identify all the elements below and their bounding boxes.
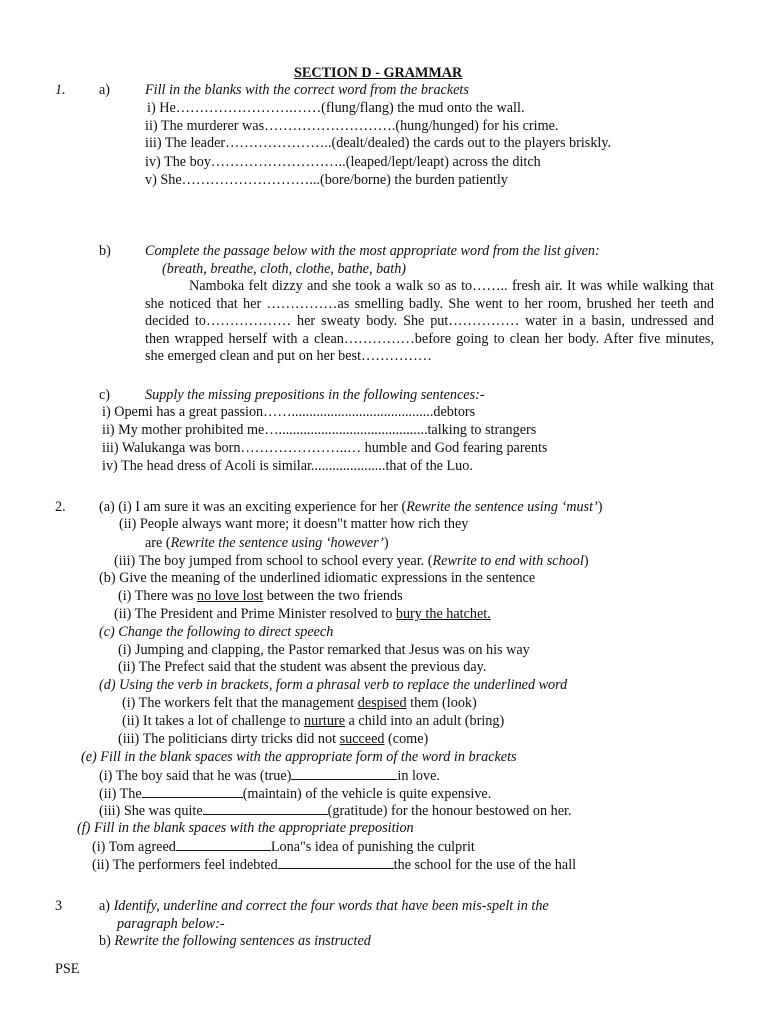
q2e-heading: (e) Fill in the blank spaces with the appropriate form of the word in brackets <box>81 749 517 765</box>
q2b-ii <box>114 606 491 623</box>
q2a-i <box>99 499 602 516</box>
q2c-ii: (ii) The Prefect said that the student was absent the previous day. <box>118 659 487 675</box>
q1a-item-5: v) She………………………...(bore/borne) the burden patiently <box>145 172 508 188</box>
q3a-instruction-cont: paragraph below:- <box>117 916 225 932</box>
q2d-ii-text: (ii) It takes a lot of challenge to <box>122 713 305 729</box>
q2d-iii-text: (iii) The politicians dirty tricks did not <box>118 731 340 747</box>
q1c-item-1: i) Opemi has a great passion……........................................debtors <box>102 404 476 420</box>
q2e-iii-blank <box>203 802 328 815</box>
footer-code: PSE <box>55 961 80 977</box>
q3b <box>99 933 371 950</box>
q2e-i-text: (i) The boy said that he was (true) <box>99 768 292 784</box>
q2e-ii <box>99 785 491 803</box>
q2e-iii-rest: (gratitude) for the honour bestowed on her. <box>327 803 572 819</box>
q2f-i-rest: Lona"s idea of punishing the culprit <box>270 839 475 855</box>
q2a-ii-instruction: Rewrite the sentence using ‘however’ <box>170 535 384 551</box>
q3a-instruction: Identify, underline and correct the four words that have been mis-spelt in the <box>113 898 549 914</box>
q2f-ii <box>92 856 576 874</box>
q1c-item-4: iv) The head dress of Acoli is similar.....................that of the Luo. <box>102 458 473 474</box>
q2d-ii-rest: a child into an adult (bring) <box>345 713 505 729</box>
q2a-i-instruction: Rewrite the sentence using ‘must’ <box>406 499 598 515</box>
q3b-label: b) <box>99 933 115 949</box>
q2b-ii-idiom: bury the hatchet. <box>395 606 491 622</box>
q2d-i-text: (i) The workers felt that the management <box>122 695 358 711</box>
q3a <box>99 898 549 915</box>
q2f-heading: (f) Fill in the blank spaces with the appropriate preposition <box>77 820 414 836</box>
q2d-i-rest: them (look) <box>406 695 477 711</box>
q2b-i <box>118 588 403 605</box>
q2b-i-idiom: no love lost <box>196 588 264 604</box>
q1a-item-3: iii) The leader…………………..(dealt/dealed) the cards out to the players briskly. <box>145 135 612 151</box>
q2a-ii: (ii) People always want more; it doesn"t matter how rich they <box>119 516 469 532</box>
q2d-iii-rest: (come) <box>384 731 429 747</box>
q2b-i-rest: between the two friends <box>263 588 403 604</box>
q2a-iii <box>114 553 589 570</box>
q2d-ii <box>122 713 504 730</box>
q1a-item-1: i) He…………………….……(flung/flang) the mud onto the wall. <box>147 100 525 116</box>
question-2-number: 2. <box>55 499 66 515</box>
q2a-iii-close: ) <box>583 553 589 569</box>
q2b-heading: (b) Give the meaning of the underlined idiomatic expressions in the sentence <box>99 570 536 586</box>
q2a-ii-cont <box>145 535 389 552</box>
question-1-number: 1. <box>55 82 66 98</box>
q1c-instruction: Supply the missing prepositions in the following sentences:- <box>145 387 485 403</box>
q2a-i-text: (a) (i) I am sure it was an exciting experience for her ( <box>99 499 407 515</box>
q1c-item-2: ii) My mother prohibited me…..........................................talking to strangers <box>102 422 537 438</box>
q1c-label: c) <box>99 387 111 403</box>
q1a-label: a) <box>99 82 111 98</box>
q1a-item-4: iv) The boy………………………..(leaped/lept/leapt) across the ditch <box>145 154 541 170</box>
q2d-i <box>122 695 477 712</box>
q2e-i-blank <box>291 767 397 780</box>
q2c-i: (i) Jumping and clapping, the Pastor remarked that Jesus was on his way <box>118 642 530 658</box>
q1a-instruction: Fill in the blanks with the correct word from the brackets <box>145 82 469 98</box>
q1b-word-list: (breath, breathe, cloth, clothe, bathe, bath) <box>162 261 407 277</box>
q2c-heading: (c) Change the following to direct speech <box>99 624 334 640</box>
q2e-i <box>99 767 440 785</box>
q2b-i-text: (i) There was <box>118 588 197 604</box>
q2d-iii-word: succeed <box>339 731 385 747</box>
q1b-label: b) <box>99 243 111 259</box>
q2e-i-rest: in love. <box>397 768 440 784</box>
q2e-ii-text: (ii) The <box>99 786 142 802</box>
q2b-ii-text: (ii) The President and Prime Minister resolved to <box>114 606 396 622</box>
q2a-ii-cont-text: are ( <box>145 535 171 551</box>
q3a-label: a) <box>99 898 114 914</box>
q2f-i <box>92 838 475 856</box>
q2e-ii-blank <box>142 785 243 798</box>
q2a-iii-instruction: Rewrite to end with school <box>432 553 584 569</box>
q1b-passage: Namboka felt dizzy and she took a walk so as to…….. fresh air. It was while walking that she noticed that her ……………as smelling badly. She went to her room, brushed her teeth and decided to……………… her sweaty body. She put…………… water in a basin, undressed and then wrapped herself with a clean……………before going to clean her body. After five minutes, she emerged clean and put on her best…………… <box>145 278 714 365</box>
q2f-i-text: (i) Tom agreed <box>92 839 176 855</box>
q2d-heading: (d) Using the verb in brackets, form a phrasal verb to replace the underlined word <box>99 677 568 693</box>
q2d-iii <box>118 731 428 748</box>
section-title: SECTION D - GRAMMAR <box>294 65 463 81</box>
q2a-iii-text: (iii) The boy jumped from school to school every year. ( <box>114 553 433 569</box>
q2d-i-word: despised <box>357 695 407 711</box>
q2f-ii-rest: the school for the use of the hall <box>393 857 577 873</box>
q2f-ii-text: (ii) The performers feel indebted <box>92 857 278 873</box>
q2e-iii <box>99 802 572 820</box>
q1c-item-3: iii) Walukanga was born…………………..… humble and God fearing parents <box>102 440 548 456</box>
q3b-instruction: Rewrite the following sentences as instructed <box>114 933 371 949</box>
q2e-iii-text: (iii) She was quite <box>99 803 203 819</box>
question-3-number: 3 <box>55 898 63 914</box>
q2f-ii-blank <box>278 856 394 869</box>
q2f-i-blank <box>176 838 271 851</box>
q2a-i-close: ) <box>597 499 603 515</box>
q1a-item-2: ii) The murderer was……………………….(hung/hunged) for his crime. <box>145 118 559 134</box>
q2d-ii-word: nurture <box>304 713 345 729</box>
q1b-instruction: Complete the passage below with the most appropriate word from the list given: <box>145 243 600 259</box>
q2e-ii-rest: (maintain) of the vehicle is quite expensive. <box>242 786 492 802</box>
q2a-ii-close: ) <box>383 535 389 551</box>
